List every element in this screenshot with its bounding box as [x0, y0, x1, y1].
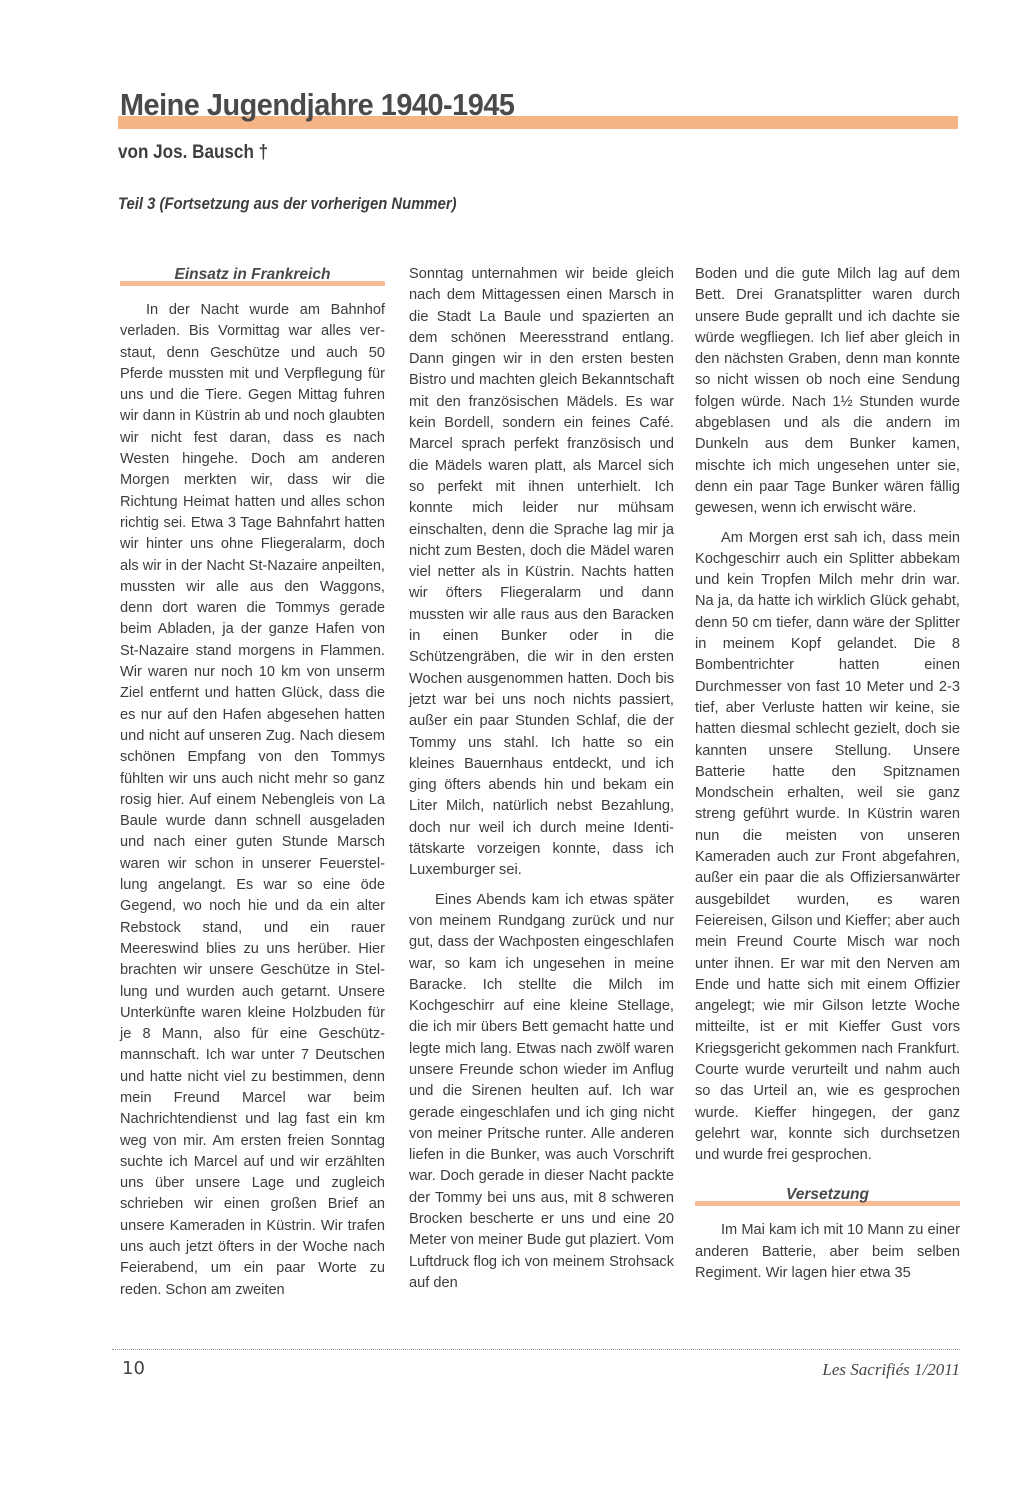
article-title: Meine Jugendjahre 1940-1945 — [120, 87, 515, 122]
paragraph: In der Nacht wurde am Bahnhof verladen. Bis Vormittag war alles verstaut, denn Geschütze und auch 50 Pferde mussten mit und Verpflegung für uns und die Tiere. Gegen Mittag fuhren wir dann in Küstrin ab und noch glaubten wir nicht fest daran, dass es nach Westen hingehe. Doch am anderen Morgen merkten wir, dass wir die Richtung Heimat hatten und alles schon richtig sei. Etwa 3 Tage Bahnfahrt hatten wir hinter uns ohne Fliegeralarm, doch als wir in der Nacht St-Nazaire anpeilten, mussten wir alle aus den Waggons, denn dort waren die Tommys gerade beim Abladen, ja der ganze Hafen von St-Nazaire stand morgens in Flammen. Wir waren nur noch 10 km von unserm Ziel entfernt und hatten Glück, dass die es nur auf den Hafen abgesehen hatten und nicht auf unseren Zug. Nach diesem schönen Empfang von den Tommys fühlten wir uns auch nicht mehr so ganz rosig hier. Auf einem Nebengleis von La Baule wurde dann schnell ausgeladen und nach einer guten Stunde Marsch waren wir schon in unserer Feuerstellung angelangt. Es war so eine öde Gegend, wo noch hie und da ein alter Rebstock stand, und ein rauer Meereswind blies zu uns herüber. Hier brachten wir unsere Geschütze in Stellung und wurden auch getarnt. Unsere Unterkünfte waren kleine Holzbuden für je 8 Mann, also für eine Geschützmannschaft. Ich war unter 7 Deutschen und hatte nicht viel zu bestimmen, denn mein Freund Marcel war beim Nachrichtendienst und lag fast ein km weg von mir. Am ersten freien Sonntag suchte ich Marcel auf und wir erzählten uns über unsere Lage und zugleich schrieben wir einen großen Brief an unsere Kameraden in Küstrin. Wir trafen uns auch jetzt öfters in der Woche nach Feierabend, um ein paar Worte zu reden. Schon am zweiten — [120, 302, 385, 1298]
paragraph: Boden und die gute Milch lag auf dem Bett. Drei Granatsplitter waren durch unsere Bude geprallt und ich dachte sie würde wegfliegen. Ich lief aber gleich in den nächsten Graben, denn man konnte so nicht wissen ob noch eine Sendung folgen würde. Nach 1½ Stunden wurde abgeblasen und als die andern im Dunkeln aus dem Bunker kamen, mischte ich mich ungesehen unter sie, denn ein paar Tage Bunker wären fällig gewesen, wenn ich erwischt wäre. — [695, 266, 960, 517]
footer-divider — [112, 1349, 960, 1350]
text-column-1 — [120, 264, 385, 1301]
page-number: 10 — [122, 1358, 145, 1379]
journal-issue: Les Sacrifiés 1/2011 — [822, 1360, 960, 1379]
paragraph: Sonntag unternahmen wir beide gleich nach dem Mittagessen einen Marsch in die Stadt La Baule und spazierten an dem schönen Meeresstrand entlang. Dann gingen wir in den ersten besten Bistro und machten gleich Bekanntschaft mit den französischen Mädels. Es war kein Bordell, sondern ein feines Café. Marcel sprach perfekt französisch und die Mädels waren platt, als Marcel sich so perfekt mit ihnen unterhielt. Ich konnte mich leider nur mühsam einschalten, denn die Sprache lag mir ja nicht zum Besten, doch die Mädel waren viel netter als in Küstrin. Nachts hatten wir öfters Fliegeralarm und dann mussten wir alle raus aus den Baracken in einen Bunker oder in die Schützengräben, die wir in den ersten Wochen ausgenommen hatten. Doch bis jetzt war bei uns noch nichts passiert, außer ein paar Stunden Schlaf, die der Tommy uns stahl. Ich hatte so ein kleines Bauernhaus entdeckt, und ich ging öfters abends hin und bekam ein Liter Milch, natürlich nebst Bezahlung, doch nur weil ich durch meine Identitätskarte vorzeigen konnte, dass ich Luxemburger sei. — [409, 266, 674, 879]
paragraph: Am Morgen erst sah ich, dass mein Kochgeschirr auch ein Splitter abbekam und kein Tropfen Milch mehr drin war. Na ja, da hatte ich wirklich Glück gehabt, denn 50 cm tiefer, dann wäre der Splitter in meinem Kopf gelandet. Die 8 Bombentrichter hatten einen Durchmesser von fast 10 Meter und 2-3 tief, aber Verluste hatten wir keine, sie hatten diesmal schlecht gezielt, doch sie kannten unsere Stellung. Unsere Batterie hatte den Spitznamen Mondschein erhalten, weil sie ganz streng geführt wurde. In Küstrin waren nun die meisten von unseren Kameraden auch zur Front abgefahren, außer ein paar die als Offiziersanwärter ausgebildet wurden, es waren Feiereisen, Gilson und Kieffer; aber auch mein Freund Courte Misch war noch unter ihnen. Er war mit den Nerven am Ende und hatte sich mit einem Offizier angelegt; wie mir Gilson letzte Woche mitteilte, ist er mit Kieffer Gust vors Kriegsgericht gekommen nach Frankfurt. Courte wurde verurteilt und nahm auch so das Urteil an, wie es gesprochen wurde. Kieffer hingegen, der ganz gelehrt war, konnte sich durchsetzen und wurde frei gesprochen. — [695, 529, 961, 1164]
text-column-2 — [409, 264, 674, 1294]
text-column-3 — [695, 264, 960, 1284]
article-title-block — [118, 86, 958, 130]
section-heading-einsatz: Einsatz in Frankreich — [120, 264, 385, 288]
author-line: von Jos. Bausch † — [118, 142, 269, 163]
article-subtitle: Teil 3 (Fortsetzung aus der vorherigen Nummer) — [118, 195, 457, 213]
paragraph: Im Mai kam ich mit 10 Mann zu einer anderen Batterie, aber beim selben Regiment. Wir lagen hier etwa 35 — [695, 1222, 960, 1282]
section-heading-versetzung: Versetzung — [695, 1184, 960, 1208]
paragraph: Eines Abends kam ich etwas später von meinem Rundgang zurück und nur gut, dass der Wachposten eingeschlafen war, so kam ich ungesehen in meine Baracke. Ich stellte die Milch im Kochgeschirr auf eine kleine Stellage, die ich mir übers Bett gemacht hatte und legte mich lang. Etwas nach zwölf waren unsere Freunde schon wieder im Anflug und die Sirenen heulten auf. Ich war gerade eingeschlafen und ich ging nicht von meiner Pritsche runter. Alle anderen liefen in die Bunker, was auch Vorschrift war. Doch gerade in dieser Nacht packte der Tommy bei uns aus, mit 8 schweren Brocken bescherte er uns und eine 20 Meter von meiner Bude gut plaziert. Vom Luftdruck flog ich von meinem Strohsack auf den — [409, 891, 674, 1291]
